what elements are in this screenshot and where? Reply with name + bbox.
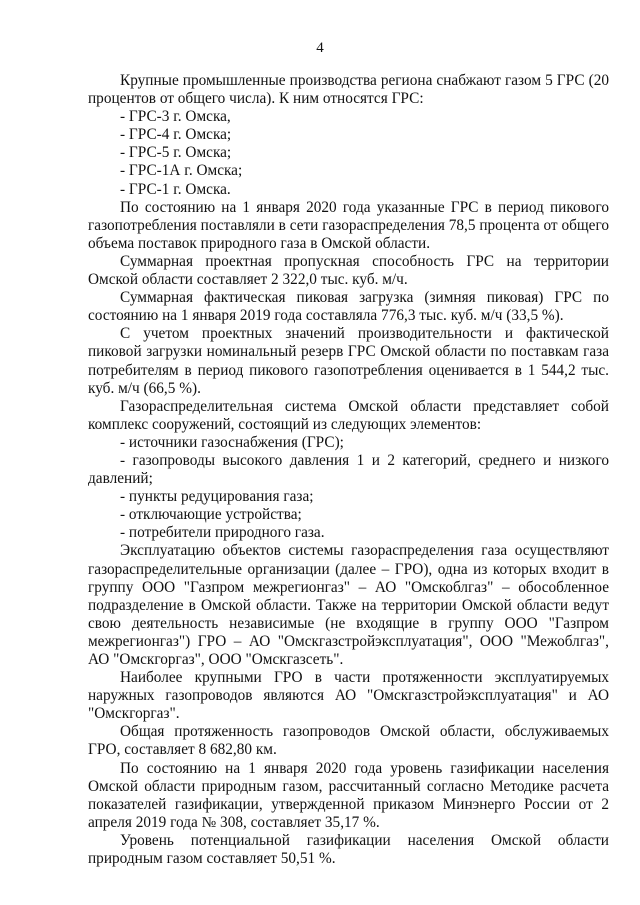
list-item: - ГРС-1А г. Омска; [120,162,243,180]
paragraph: Уровень потенциальной газификации населения Омской области природным газом составляет 50,51 %. [88,831,609,868]
paragraph-intro: Крупные промышленные производства региона снабжают газом 5 ГРС (20 процентов от общего числа). К ним относятся ГРС: [88,72,609,108]
paragraph: Общая протяженность газопроводов Омской области, обслуживаемых ГРО, составляет 8 682,80 км. [88,723,609,759]
paragraph: По состоянию на 1 января 2020 года указанные ГРС в период пикового газопотребления поставляли в сети газораспределения 78,5 процента от общего объема поставок природного газа в Омской области. [88,198,609,252]
list-item: - потребители природного газа. [120,524,325,542]
page-number: 4 [316,40,324,56]
paragraph: Наиболее крупными ГРО в части протяженности эксплуатируемых наружных газопроводов являются АО "Омскгазстройэксплуатация" и АО "Омскгоргаз". [88,669,609,723]
document-body [88,72,609,868]
paragraph: Эксплуатацию объектов системы газораспределения газа осуществляют газораспределительные организации (далее – ГРО), одна из которых входит в группу ООО "Газпром межрегионгаз" – АО "Омскоблгаз" – обособленное подразделение в Омской области. Также на территории Омской области ведут свою деятельность независимые (не входящие в группу ООО "Газпром межрегионгаз") ГРО – АО "Омскгазстройэксплуатация", ООО "Межоблгаз", АО "Омскгоргаз", ООО "Омскгазсеть". [88,542,609,668]
list-item: - ГРС-3 г. Омска, [120,108,231,126]
list-item: - ГРС-1 г. Омска. [120,180,231,198]
paragraph: Суммарная проектная пропускная способность ГРС на территории Омской области составляет 2 322,0 тыс. куб. м/ч. [88,252,609,289]
list-item: - ГРС-4 г. Омска; [120,126,232,144]
list-item: - ГРС-5 г. Омска; [120,144,232,162]
paragraph: Суммарная фактическая пиковая загрузка (зимняя пиковая) ГРС по состоянию на 1 января 2019 года составляла 776,3 тыс. куб. м/ч (33,5 %). [88,289,609,325]
list-item: - источники газоснабжения (ГРС); [120,433,344,451]
list-item: - пункты редуцирования газа; [120,488,314,506]
list-item: - газопроводы высокого давления 1 и 2 категорий, среднего и низкого давлений; [88,451,609,488]
list-item: - отключающие устройства; [120,506,302,524]
paragraph: По состоянию на 1 января 2020 года уровень газификации населения Омской области природным газом, рассчитанный согласно Методике расчета показателей газификации, утвержденной приказом Минэнерго России от 2 апреля 2019 года № 308, составляет 35,17 %. [88,759,609,831]
paragraph: Газораспределительная система Омской области представляет собой комплекс сооружений, состоящий из следующих элементов: [88,397,609,433]
paragraph: С учетом проектных значений производительности и фактической пиковой загрузки номинальный резерв ГРС Омской области по поставкам газа потребителям в период пикового газопотребления оценивается в 1 544,2 тыс. куб. м/ч (66,5 %). [88,325,609,397]
